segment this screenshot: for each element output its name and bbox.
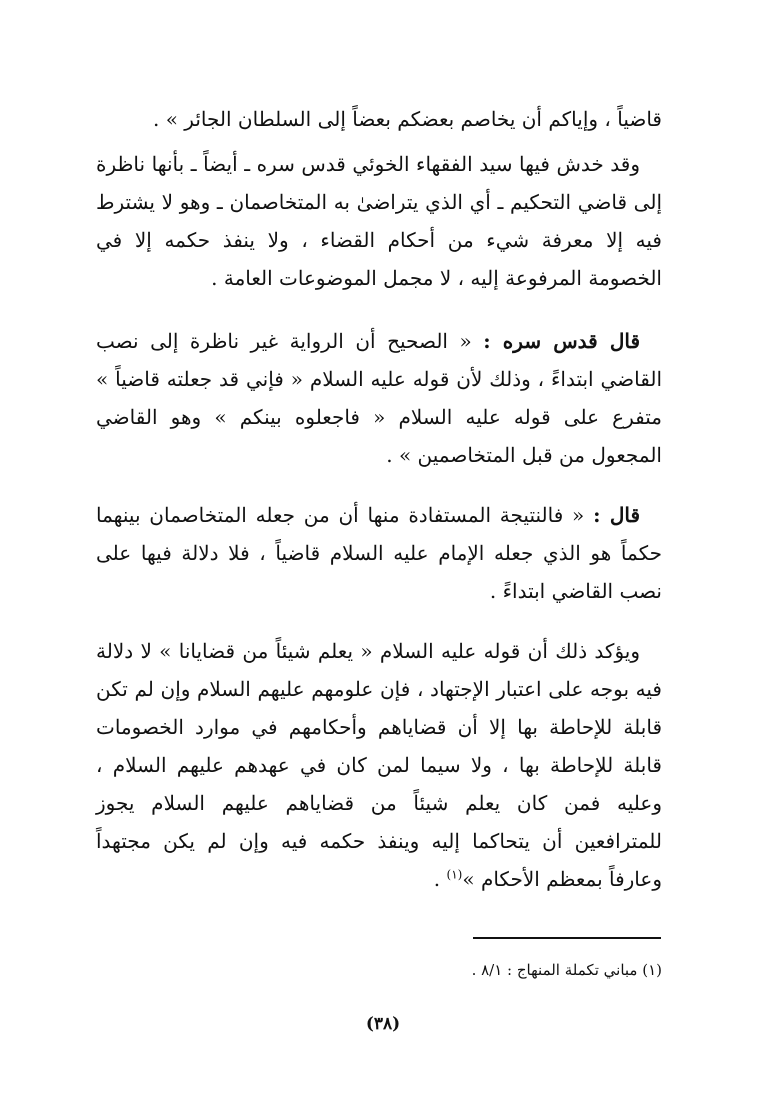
paragraph-2 [96,145,662,297]
paragraph-4 [96,496,662,610]
paragraph-3-text: « الصحيح أن الرواية غير ناظرة إلى نصب القاضي ابتداءً ، وذلك لأن قوله عليه السلام « فإني قد جعلته قاضياً » متفرع على قوله عليه السلام « فاجعلوه بينكم » وهو القاضي المجعول من قبل المتخاصمين » . [96,329,662,467]
paragraph-5 [96,632,662,898]
paragraph-1 [96,100,662,138]
paragraph-5-end: . [433,867,447,891]
page-number: (٣٨) [365,1014,401,1034]
paragraph-3-body [96,322,662,474]
footnote-reference[interactable]: (١) [446,867,463,882]
paragraph-4-text: « فالنتيجة المستفادة منها أن من جعله المتخاصمان بينهما حكماً هو الذي جعله الإمام عليه السلام قاضياً ، فلا دلالة فيها على نصب القاضي ابتداءً . [96,503,662,603]
paragraph-4-lead: قال : [593,503,641,527]
footnote-divider [473,937,661,939]
paragraph-5-text: ويؤكد ذلك أن قوله عليه السلام « يعلم شيئاً من قضايانا » لا دلالة فيه بوجه على اعتبار الإجتهاد ، فإن علومهم عليهم السلام وإن لم تكن قابلة للإحاطة بها إلا أن قضاياهم وأحكامهم في موارد الخصومات قابلة للإحاطة بها ، ولا سيما لمن كان في عهدهم عليهم السلام ، وعليه فمن كان يعلم شيئاً من قضاياهم عليهم السلام يجوز للمترافعين أن يتحاكما إليه وينفذ حكمه فيه وإن لم يكن مجتهداً وعارفاً بمعظم الأحكام » [96,639,662,891]
paragraph-1-text: قاضياً ، وإياكم أن يخاصم بعضكم بعضاً إلى السلطان الجائر » . [152,107,662,131]
paragraph-3 [96,322,662,474]
paragraph-4-body [96,496,662,610]
footnote: (١) مباني تكملة المنهاج : ٨/١ . [471,961,662,979]
paragraph-2-text: وقد خدش فيها سيد الفقهاء الخوئي قدس سره ـ أيضاً ـ بأنها ناظرة إلى قاضي التحكيم ـ أي الذي يتراضىٰ به المتخاصمان ـ وهو لا يشترط فيه إلا معرفة شيء من أحكام القضاء ، ولا ينفذ حكمه إلا في الخصومة المرفوعة إليه ، لا مجمل الموضوعات العامة . [96,152,662,290]
paragraph-5-body [96,632,662,898]
paragraph-3-lead: قال قدس سره : [483,329,641,353]
